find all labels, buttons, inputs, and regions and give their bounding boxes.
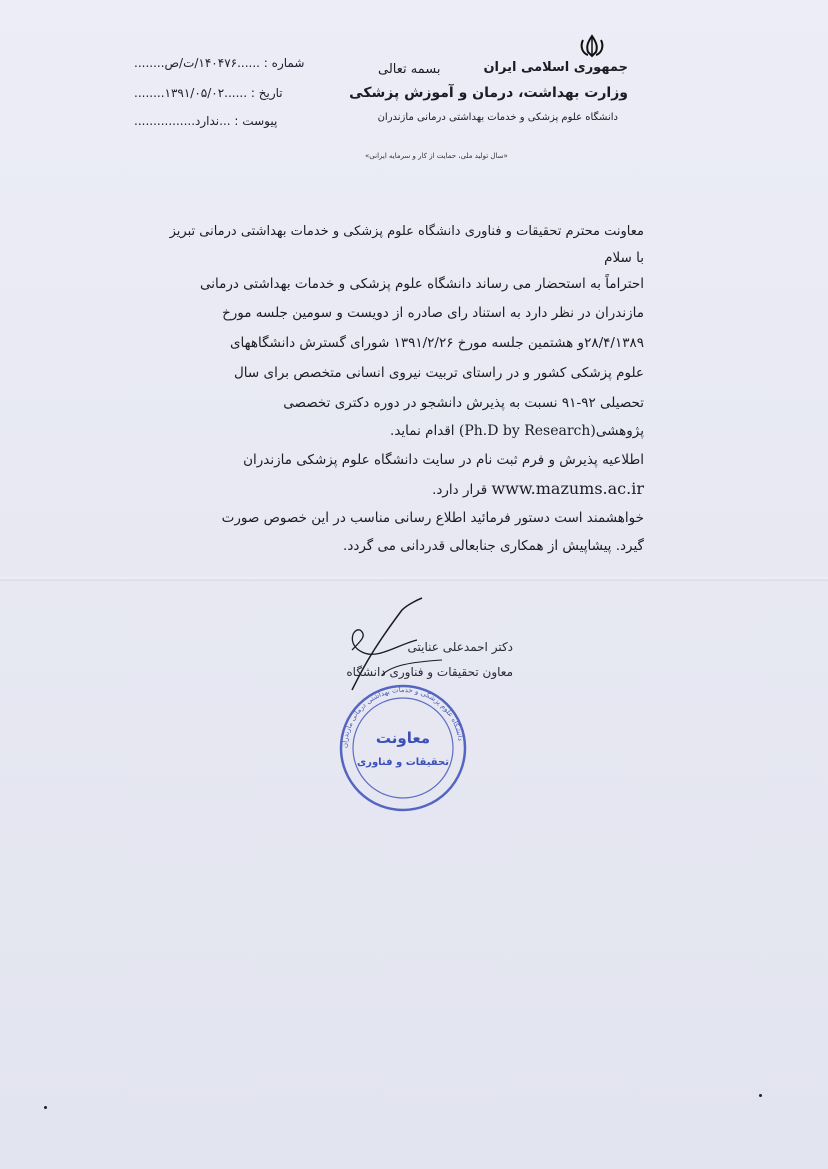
date-value: ......١٣٩١/٠۵/٠٢........ [134,86,248,100]
year-slogan: «سال تولید ملی، حمایت از کار و سرمایه ایرانی» [365,152,508,160]
paragraph-1-line-4: علوم پزشکی کشور و در راستای تربیت نیروی انسانی متخصص برای سال [234,365,644,381]
paragraph-3-line-2: گیرد. پیشاپیش از همکاری جنابعالی قدردانی می گردد. [343,538,644,554]
number-value: ......١۴٠۴٧۶/ت/ص........ [134,56,260,70]
attachment-label: پیوست : [234,114,278,128]
org-ministry-line: وزارت بهداشت، درمان و آموزش پزشکی [349,85,628,101]
stamp-ring-text: دانشگاه علوم پزشکی و خدمات بهداشتی درمانی مازندران [340,685,465,749]
website-suffix: قرار دارد. [432,482,488,498]
paragraph-2-line-1: اطلاعیه پذیرش و فرم ثبت نام در سایت دانشگاه علوم پزشکی مازندران [243,452,644,468]
university-website-link[interactable]: www.mazums.ac.ir [491,479,644,498]
phd-suffix: اقدام نماید. [390,423,455,439]
recipient-line: معاونت محترم تحقیقات و فناوری دانشگاه علوم پزشکی و خدمات بهداشتی درمانی تبریز [169,224,644,239]
paragraph-3-line-1: خواهشمند است دستور فرمائید اطلاع رسانی مناسب در این خصوص صورت [221,510,644,526]
paragraph-1-line-1: احتراماً به استحضار می رساند دانشگاه علوم پزشکی و خدمات بهداشتی درمانی [199,276,644,292]
paragraph-1-line-5: تحصیلی ٩٢-٩١ نسبت به پذیرش دانشجو در دوره دکتری تخصصی [283,395,644,411]
paper-speck [759,1094,762,1097]
bismillah: بسمه تعالی [378,62,441,77]
signatory-name: دکتر احمدعلی عنایتی [407,640,513,654]
phd-prefix: پژوهشی [595,423,644,439]
paragraph-1-line-2: مازندران در نظر دارد به استناد رای صادره از دویست و سومین جلسه مورخ [222,305,644,321]
paragraph-2-line-2 [172,479,644,498]
letter-attachment [134,114,277,128]
org-country-line: جمهوری اسلامی ایران [483,60,628,75]
org-university-line: دانشگاه علوم پزشکی و خدمات بهداشتی درمانی مازندران [377,112,618,123]
stamp-center-line-2: تحقیقات و فناوری [357,757,449,768]
paragraph-1-line-3: ١٣٨٩/۴/٢٨و هشتمین جلسه مورخ ١٣٩١/٢/٢۶ شورای گسترش دانشگاههای [229,335,644,351]
signatory-title: معاون تحقیقات و فناوری دانشگاه [346,665,513,679]
date-label: تاریخ : [250,86,283,100]
letter-number [134,56,304,70]
paper-speck [44,1106,47,1109]
phd-latin: (Ph.D by Research) [458,423,596,439]
letter-date [134,86,283,100]
attachment-value: ...ندارد................ [134,114,231,128]
stamp-center-line-1: معاونت [375,729,431,747]
number-label: شماره : [263,56,305,70]
national-emblem-icon [578,34,606,58]
greeting: با سلام [604,250,644,266]
paragraph-1-line-6 [172,423,644,439]
official-stamp [338,683,468,813]
paper-fold [0,577,828,581]
